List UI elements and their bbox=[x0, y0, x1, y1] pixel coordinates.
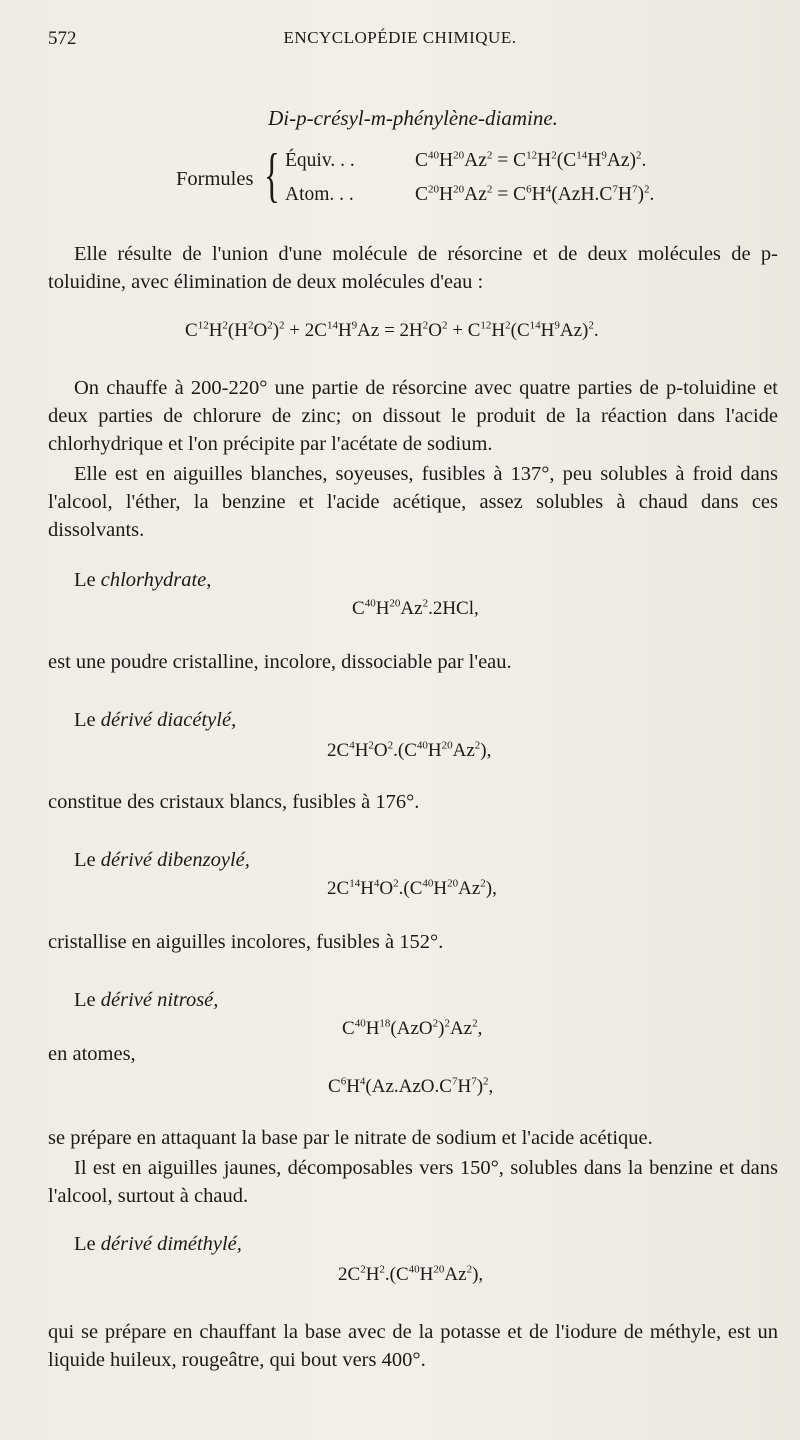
formula-equiv: Équiv. . . $C^{40}H^{20}Az^2 = C^{12}H^2(C^{14}H^9Az)^2$. bbox=[285, 149, 647, 171]
dimethyle-desc: qui se prépare en chauffant la base avec de la potasse et de l'iodure de méthyle, est un liquide huileux, rougeâtre, qui bout vers 400°. bbox=[48, 1321, 778, 1371]
chlorhydrate-formula: $C^{40}H^{20}Az^2.2HCl$, bbox=[352, 597, 479, 619]
atom-label: Atom. . . bbox=[285, 184, 354, 205]
formules-label: Formules bbox=[176, 168, 254, 190]
dibenzoyle-intro: Le bbox=[74, 849, 96, 871]
diacetyle-heading bbox=[48, 706, 778, 734]
dibenzoyle-formula: $2C^{14}H^4O^2.(C^{40}H^{20}Az^2)$, bbox=[327, 877, 497, 899]
dibenzoyle-name: dérivé dibenzoylé, bbox=[100, 849, 250, 871]
nitrose-heading bbox=[48, 986, 778, 1014]
page-number: 572 bbox=[48, 28, 77, 49]
formula-atom: Atom. . . $C^{20}H^{20}Az^2 = C^6H^4(AzH.C^7H^7)^2$. bbox=[285, 183, 655, 205]
chlorhydrate-name: chlorhydrate, bbox=[100, 569, 212, 591]
chlorhydrate-intro: Le bbox=[74, 569, 96, 591]
nitrose-desc-2: Il est en aiguilles jaunes, décomposables vers 150°, solubles dans la benzine et dans l'alcool, surtout à chaud. bbox=[48, 1157, 778, 1207]
diacetyle-formula: $2C^4H^2O^2.(C^{40}H^{20}Az^2)$, bbox=[327, 739, 492, 761]
dimethyle-heading bbox=[48, 1230, 778, 1258]
dibenzoyle-heading bbox=[48, 846, 778, 874]
brace-icon: { bbox=[264, 142, 280, 208]
nitrose-formula-equiv: $C^{40}H^{18}(AzO^2)^2Az^2$, bbox=[342, 1017, 483, 1039]
dimethyle-formula: $2C^2H^2.(C^{40}H^{20}Az^2)$, bbox=[338, 1263, 484, 1285]
section-title: Di-p-crésyl-m-phénylène-diamine. bbox=[268, 106, 558, 130]
equiv-label: Équiv. . . bbox=[285, 150, 355, 171]
nitrose-intro: Le bbox=[74, 989, 96, 1011]
diacetyle-name: dérivé diacétylé, bbox=[100, 709, 237, 731]
reaction-equation: $C^{12}H^2(H^2O^2)^2 + 2C^{14}H^9Az = 2H^2O^2 + C^{12}H^2(C^{14}H^9Az)^2$. bbox=[185, 319, 599, 341]
nitrose-formula-atom: $C^6H^4(Az.AzO.C^7H^7)^2$, bbox=[328, 1075, 494, 1097]
nitrose-desc-1: se prépare en attaquant la base par le nitrate de sodium et l'acide acétique. bbox=[48, 1127, 653, 1149]
dimethyle-intro: Le bbox=[74, 1233, 96, 1255]
dimethyle-name: dérivé diméthylé, bbox=[100, 1233, 242, 1255]
paragraph-preparation: On chauffe à 200-220° une partie de résorcine avec quatre parties de p-toluidine et deux parties de chlorure de zinc; on dissout le produit de la réaction dans l'acide chlorhydrique et l'on précipite par l'acétate de sodium. bbox=[48, 377, 778, 455]
paragraph-properties: Elle est en aiguilles blanches, soyeuses, fusibles à 137°, peu solubles à froid dans l'alcool, l'éther, la benzine et l'acide acétique, assez solubles à chaud dans ces dissolvants. bbox=[48, 463, 778, 541]
nitrose-en-atomes: en atomes, bbox=[48, 1043, 136, 1065]
running-header bbox=[48, 28, 752, 52]
diacetyle-intro: Le bbox=[74, 709, 96, 731]
dibenzoyle-desc: cristallise en aiguilles incolores, fusibles à 152°. bbox=[48, 931, 444, 953]
nitrose-name: dérivé nitrosé, bbox=[100, 989, 219, 1011]
chlorhydrate-heading bbox=[48, 566, 778, 594]
running-title: ENCYCLOPÉDIE CHIMIQUE. bbox=[283, 28, 517, 47]
paragraph-origin: Elle résulte de l'union d'une molécule de résorcine et de deux molécules de p-toluidine, avec élimination de deux molécules d'eau : bbox=[48, 243, 778, 293]
diacetyle-desc: constitue des cristaux blancs, fusibles à 176°. bbox=[48, 791, 420, 813]
chlorhydrate-desc: est une poudre cristalline, incolore, dissociable par l'eau. bbox=[48, 651, 512, 673]
